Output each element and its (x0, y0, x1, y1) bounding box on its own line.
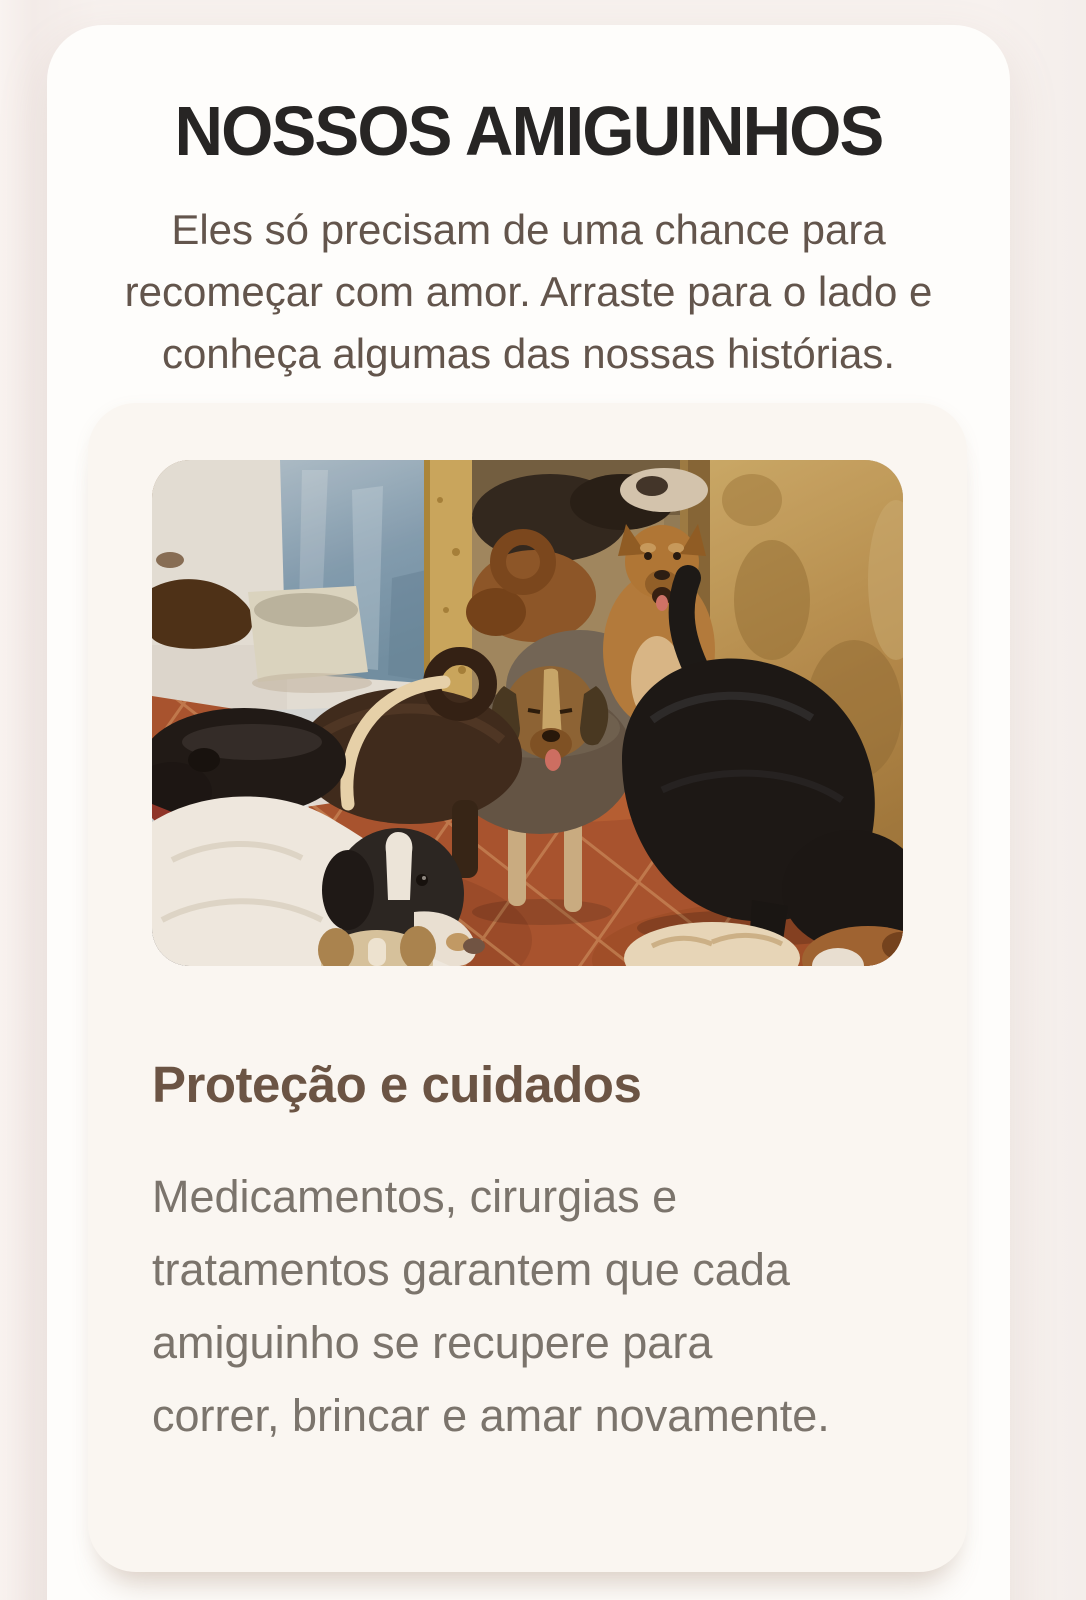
carousel-slide[interactable] (88, 403, 967, 1572)
warm-light-overlay (152, 460, 903, 966)
dogs-photo (152, 460, 903, 966)
section-card (47, 25, 1010, 1600)
slide-heading: Proteção e cuidados (152, 1056, 642, 1113)
dogs-photo-illustration (152, 460, 903, 966)
page-subtitle: Eles só precisam de uma chance para recomeçar com amor. Arraste para o lado e conheça algumas das nossas histórias. (124, 206, 933, 377)
slide-body-text: Medicamentos, cirurgias e tratamentos garantem que cada amiguinho se recupere para correr, brincar e amar novamente. (152, 1171, 830, 1441)
page-title: NOSSOS AMIGUINHOS (174, 92, 883, 170)
